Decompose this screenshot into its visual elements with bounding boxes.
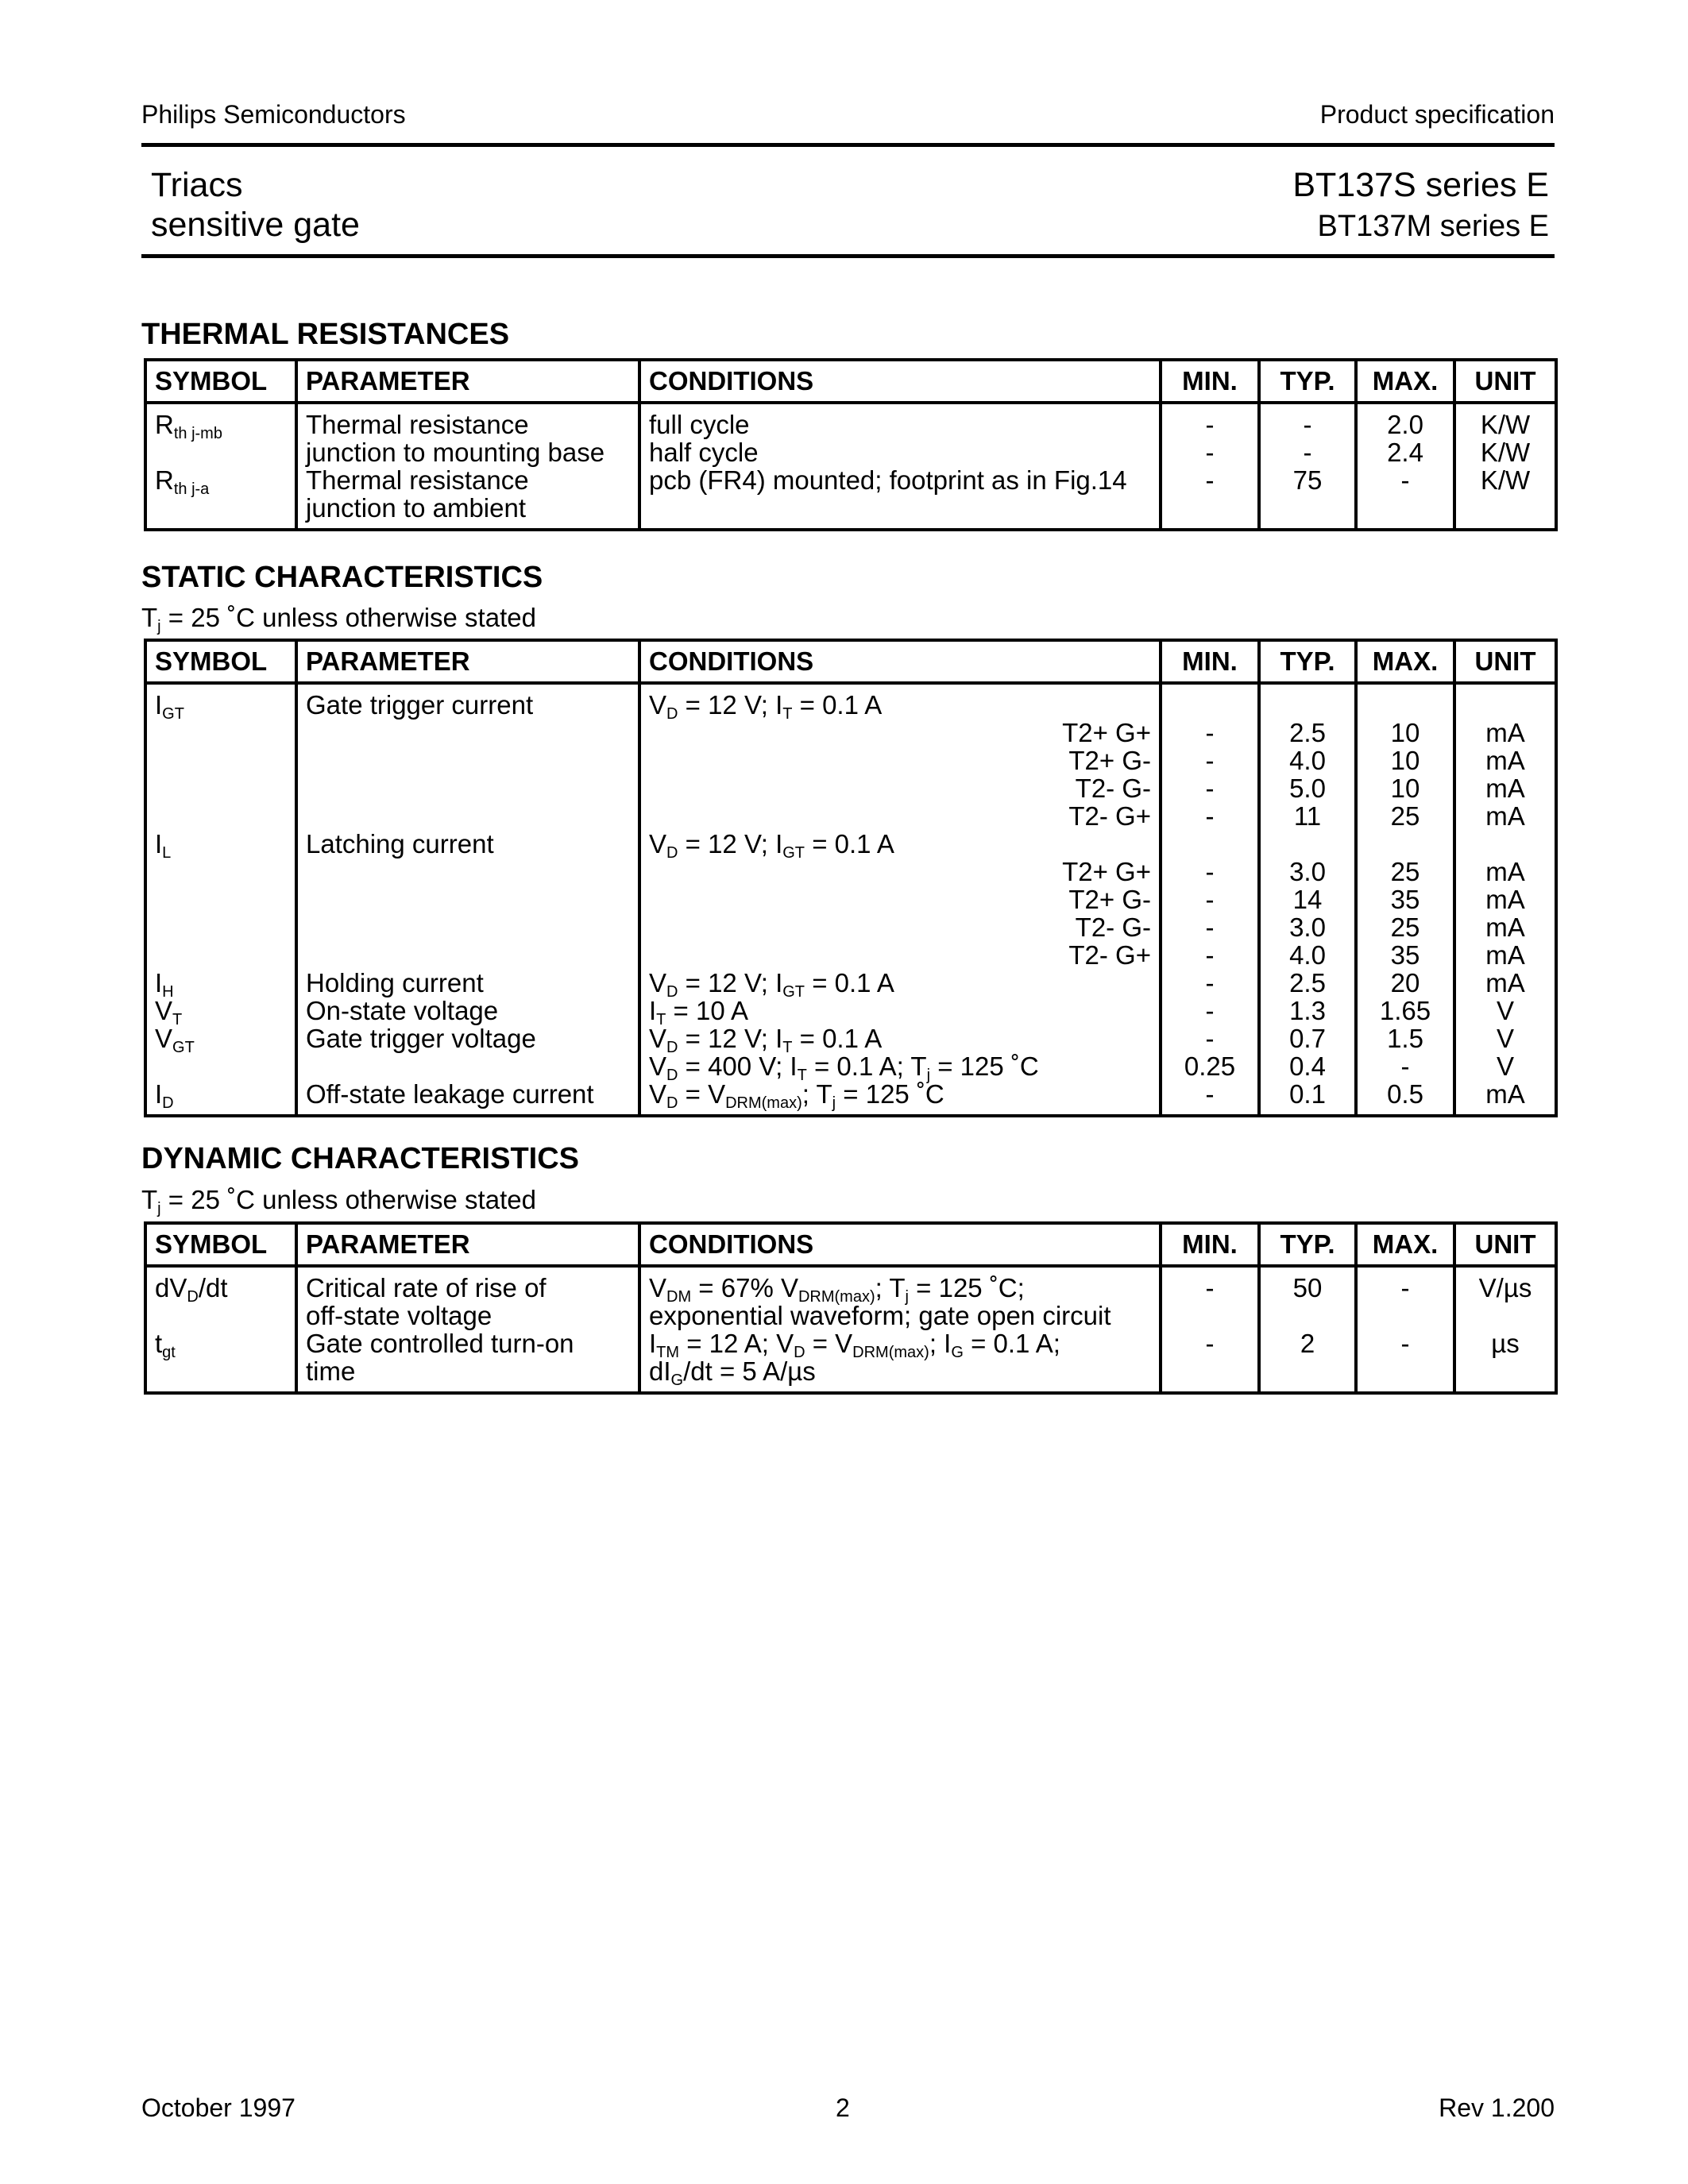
unit-cell: K/W K/W K/W: [1454, 403, 1556, 530]
section-title-dynamic: DYNAMIC CHARACTERISTICS: [141, 1142, 579, 1175]
parameter-cell: Gate trigger current Latching current Holding current On-state voltage Gate trigger voltage Off-state leakage current: [296, 683, 639, 1116]
thermal-table: [144, 358, 1558, 531]
col-symbol: SYMBOL: [145, 1223, 296, 1266]
max-cell: - -: [1356, 1266, 1454, 1393]
col-conditions: CONDITIONS: [639, 360, 1161, 403]
col-parameter: PARAMETER: [296, 640, 639, 683]
conditions-cell: $V_D = 12$ V; $I_T = 0.1$ A T2+ G+ T2+ G- T2- G- T2- G+ $V_D = 12$ V; $I_{GT} = 0.1$ A T2+ G+ T2+ G- T2- G- T2- G+ $V_D = 12$ V; $I_{GT} = 0.1$ A $I_T = 10$ A $V_D = 12$ V; $I_T = 0.1$ A $V_D = 400$ V; $I_T = 0.1$ A; $T_j = 125$ ˚C $V_D = V_{DRM(max)}$; $T_j = 125$ ˚C: [639, 683, 1161, 1116]
col-max: MAX.: [1356, 360, 1454, 403]
col-typ: TYP.: [1259, 360, 1356, 403]
static-conditions-note: $T_j = 25$ ˚C unless otherwise stated: [141, 603, 536, 635]
typ-cell: 2.5 4.0 5.0 11 3.0 14 3.0 4.0 2.5 1.3 0.7 0.4 0.1: [1259, 683, 1356, 1116]
section-title-static: STATIC CHARACTERISTICS: [141, 561, 543, 594]
static-table: [144, 639, 1558, 1117]
unit-cell: V/µs µs: [1454, 1266, 1556, 1393]
col-typ: TYP.: [1259, 1223, 1356, 1266]
table-header-row: [145, 640, 1556, 683]
col-parameter: PARAMETER: [296, 360, 639, 403]
dynamic-table: [144, 1221, 1558, 1395]
section-title-thermal: THERMAL RESISTANCES: [141, 318, 510, 351]
footer-date: October 1997: [141, 2093, 295, 2122]
header-rule-top: [141, 143, 1555, 147]
col-min: MIN.: [1161, 360, 1259, 403]
max-cell: 2.0 2.4 -: [1356, 403, 1454, 530]
col-min: MIN.: [1161, 1223, 1259, 1266]
conditions-cell: $V_{DM} = 67\%$ $V_{DRM(max)}$; $T_j = 125$ ˚C; exponential waveform; gate open circuit $I_{TM} = 12$ A; $V_D = V_{DRM(max)}$; $I_G = 0.1$ A; $dI_G/dt = 5$ A/µs: [639, 1266, 1161, 1393]
table-row: [145, 1266, 1556, 1393]
max-cell: 10 10 10 25 25 35 25 35 20 1.65 1.5 - 0.5: [1356, 683, 1454, 1116]
col-unit: UNIT: [1454, 640, 1556, 683]
col-max: MAX.: [1356, 640, 1454, 683]
symbol-cell: $I_{GT}$ $I_L$ $I_H$ $V_T$ $V_{GT}$ $I_D$: [145, 683, 296, 1116]
col-typ: TYP.: [1259, 640, 1356, 683]
dynamic-conditions-note: $T_j = 25$ ˚C unless otherwise stated: [141, 1185, 536, 1217]
symbol-cell: $dV_D/dt$ $t_{gt}$: [145, 1266, 296, 1393]
col-min: MIN.: [1161, 640, 1259, 683]
col-parameter: PARAMETER: [296, 1223, 639, 1266]
parameter-cell: Critical rate of rise of off-state voltage Gate controlled turn-on time: [296, 1266, 639, 1393]
col-symbol: SYMBOL: [145, 640, 296, 683]
col-unit: UNIT: [1454, 360, 1556, 403]
min-cell: - - - - - - - - - - - 0.25 -: [1161, 683, 1259, 1116]
revision: Rev 1.200: [1439, 2093, 1555, 2122]
conditions-cell: full cycle half cycle pcb (FR4) mounted; footprint as in Fig.14: [639, 403, 1161, 530]
part-number-line1: BT137S series E: [1292, 166, 1549, 204]
col-unit: UNIT: [1454, 1223, 1556, 1266]
document-type: Product specification: [1319, 100, 1555, 129]
page-number: 2: [836, 2093, 850, 2122]
table-header-row: [145, 1223, 1556, 1266]
symbol-cell: $R_{th j-mb}$ $R_{th j-a}$: [145, 403, 296, 530]
min-cell: - -: [1161, 1266, 1259, 1393]
col-conditions: CONDITIONS: [639, 1223, 1161, 1266]
min-cell: - - -: [1161, 403, 1259, 530]
typ-cell: 50 2: [1259, 1266, 1356, 1393]
parameter-cell: Thermal resistance junction to mounting base Thermal resistance junction to ambient: [296, 403, 639, 530]
header-rule-bottom: [141, 254, 1555, 258]
table-row: [145, 403, 1556, 530]
product-title-line1: Triacs: [151, 166, 243, 204]
col-conditions: CONDITIONS: [639, 640, 1161, 683]
col-max: MAX.: [1356, 1223, 1454, 1266]
col-symbol: SYMBOL: [145, 360, 296, 403]
typ-cell: - - 75: [1259, 403, 1356, 530]
product-title-line2: sensitive gate: [151, 206, 360, 244]
company-name: Philips Semiconductors: [141, 100, 406, 129]
unit-cell: mA mA mA mA mA mA mA mA mA V V V mA: [1454, 683, 1556, 1116]
table-row: [145, 683, 1556, 1116]
table-header-row: [145, 360, 1556, 403]
part-number-line2: BT137M series E: [1317, 210, 1549, 243]
